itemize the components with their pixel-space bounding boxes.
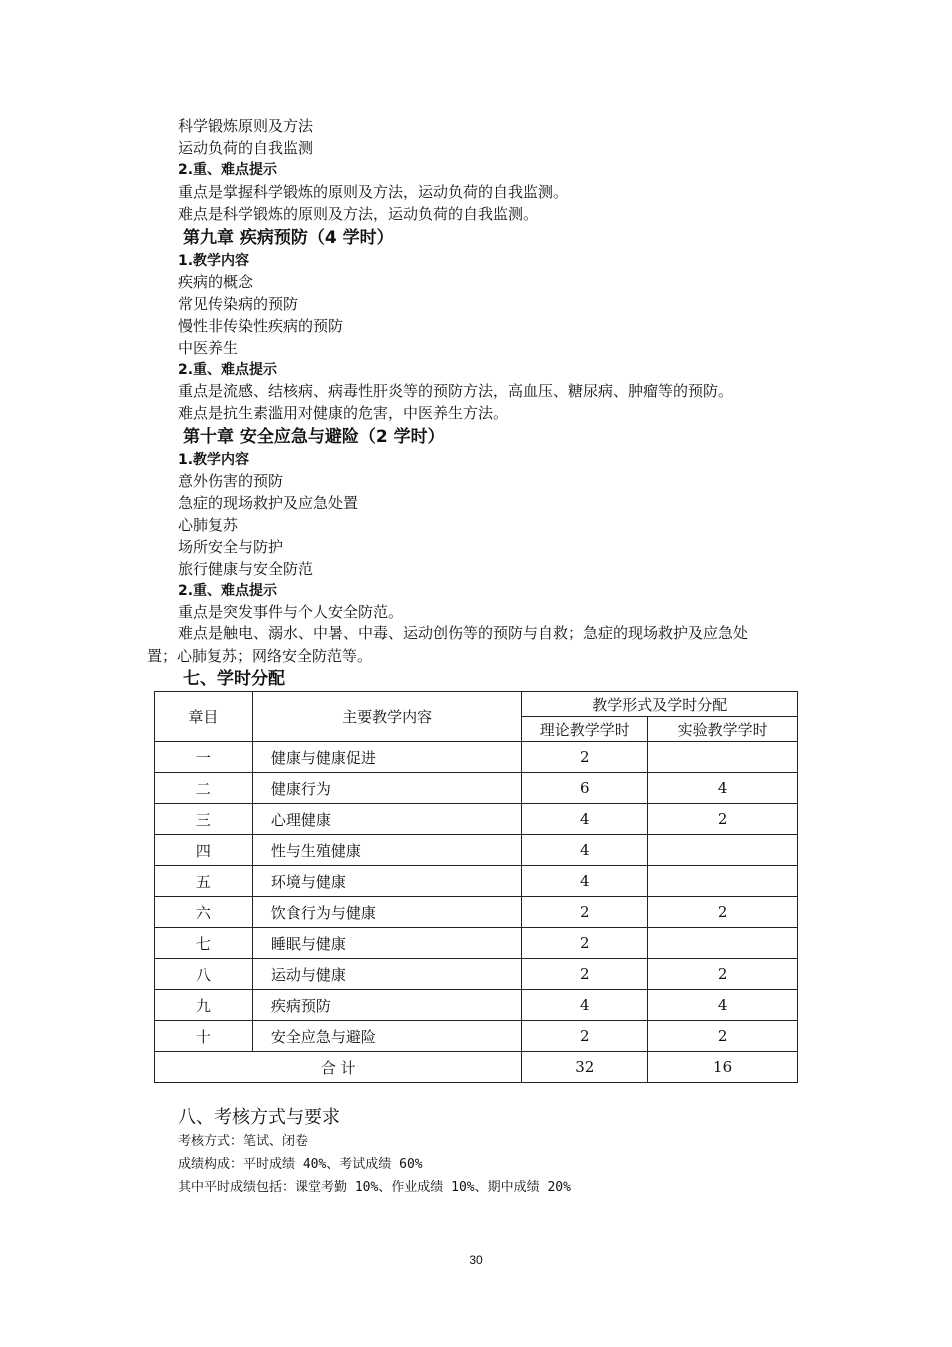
cell-chapter: 五 bbox=[155, 866, 253, 897]
section-title: 七、学时分配 bbox=[183, 669, 285, 689]
key-point: 重点是突发事件与个人安全防范。 bbox=[178, 603, 404, 621]
exam-line: 其中平时成绩包括：课堂考勤 10%、作业成绩 10%、期中成绩 20% bbox=[178, 1180, 571, 1195]
key-point: 难点是抗生素滥用对健康的危害，中医养生方法。 bbox=[178, 404, 509, 422]
cell-lab: 4 bbox=[648, 990, 798, 1021]
cell-theory: 6 bbox=[522, 773, 648, 804]
exam-line: 成绩构成：平时成绩 40%、考试成绩 60% bbox=[178, 1157, 423, 1172]
cell-chapter: 三 bbox=[155, 804, 253, 835]
table-row bbox=[155, 897, 798, 928]
key-point: 难点是科学锻炼的原则及方法，运动负荷的自我监测。 bbox=[178, 205, 539, 223]
cell-content: 性与生殖健康 bbox=[252, 835, 522, 866]
cell-chapter: 十 bbox=[155, 1021, 253, 1052]
cell-theory: 2 bbox=[522, 959, 648, 990]
content-item: 中医养生 bbox=[178, 339, 239, 357]
cell-content: 睡眠与健康 bbox=[252, 928, 522, 959]
total-lab: 16 bbox=[648, 1052, 798, 1083]
key-point-continuation: 置；心肺复苏；网络安全防范等。 bbox=[147, 647, 373, 665]
cell-chapter: 一 bbox=[155, 742, 253, 773]
cell-content: 环境与健康 bbox=[252, 866, 522, 897]
cell-lab: 4 bbox=[648, 773, 798, 804]
key-point: 难点是触电、溺水、中暑、中毒、运动创伤等的预防与自救；急症的现场救护及应急处 bbox=[178, 624, 749, 642]
content-item: 意外伤害的预防 bbox=[178, 472, 284, 490]
cell-content: 疾病预防 bbox=[252, 990, 522, 1021]
table-row bbox=[155, 1021, 798, 1052]
cell-content: 心理健康 bbox=[252, 804, 522, 835]
content-item: 疾病的概念 bbox=[178, 273, 254, 291]
cell-content: 健康与健康促进 bbox=[252, 742, 522, 773]
cell-chapter: 九 bbox=[155, 990, 253, 1021]
table-row bbox=[155, 928, 798, 959]
total-row bbox=[155, 1052, 798, 1083]
content-item: 运动负荷的自我监测 bbox=[178, 139, 314, 157]
chapter-title: 第十章 安全应急与避险（2 学时） bbox=[183, 427, 445, 447]
chapter-title: 第九章 疾病预防（4 学时） bbox=[183, 228, 394, 248]
subheading: 2.重、难点提示 bbox=[178, 362, 278, 378]
table-row bbox=[155, 959, 798, 990]
cell-chapter: 八 bbox=[155, 959, 253, 990]
header-lab: 实验教学学时 bbox=[648, 717, 798, 742]
header-theory: 理论教学学时 bbox=[522, 717, 648, 742]
subheading: 2.重、难点提示 bbox=[178, 162, 278, 178]
table-row bbox=[155, 773, 798, 804]
cell-content: 饮食行为与健康 bbox=[252, 897, 522, 928]
cell-lab: 2 bbox=[648, 804, 798, 835]
cell-content: 健康行为 bbox=[252, 773, 522, 804]
key-point: 重点是掌握科学锻炼的原则及方法，运动负荷的自我监测。 bbox=[178, 183, 569, 201]
cell-theory: 4 bbox=[522, 835, 648, 866]
cell-theory: 4 bbox=[522, 804, 648, 835]
header-chapter: 章目 bbox=[155, 692, 253, 742]
total-label: 合 计 bbox=[155, 1052, 522, 1083]
hours-allocation-table bbox=[154, 691, 798, 1083]
cell-chapter: 六 bbox=[155, 897, 253, 928]
table-row bbox=[155, 990, 798, 1021]
cell-lab: 2 bbox=[648, 897, 798, 928]
table-row bbox=[155, 866, 798, 897]
cell-theory: 2 bbox=[522, 928, 648, 959]
header-form: 教学形式及学时分配 bbox=[522, 692, 798, 717]
cell-theory: 4 bbox=[522, 866, 648, 897]
subheading: 2.重、难点提示 bbox=[178, 583, 278, 599]
table-row bbox=[155, 835, 798, 866]
content-item: 常见传染病的预防 bbox=[178, 295, 299, 313]
cell-theory: 2 bbox=[522, 1021, 648, 1052]
table-row bbox=[155, 742, 798, 773]
content-item: 慢性非传染性疾病的预防 bbox=[178, 317, 344, 335]
content-item: 科学锻炼原则及方法 bbox=[178, 117, 314, 135]
content-item: 旅行健康与安全防范 bbox=[178, 560, 314, 578]
subheading: 1.教学内容 bbox=[178, 253, 250, 269]
key-point: 重点是流感、结核病、病毒性肝炎等的预防方法，高血压、糖尿病、肿瘤等的预防。 bbox=[178, 382, 734, 400]
cell-chapter: 二 bbox=[155, 773, 253, 804]
exam-line: 考核方式：笔试、闭卷 bbox=[178, 1134, 309, 1149]
cell-lab bbox=[648, 866, 798, 897]
cell-theory: 2 bbox=[522, 742, 648, 773]
cell-content: 运动与健康 bbox=[252, 959, 522, 990]
cell-lab bbox=[648, 742, 798, 773]
content-item: 场所安全与防护 bbox=[178, 538, 284, 556]
content-item: 急症的现场救护及应急处置 bbox=[178, 494, 359, 512]
cell-lab bbox=[648, 928, 798, 959]
cell-lab bbox=[648, 835, 798, 866]
cell-chapter: 四 bbox=[155, 835, 253, 866]
subheading: 1.教学内容 bbox=[178, 452, 250, 468]
cell-chapter: 七 bbox=[155, 928, 253, 959]
page-number: 30 bbox=[469, 1253, 483, 1267]
header-content: 主要教学内容 bbox=[252, 692, 522, 742]
cell-content: 安全应急与避险 bbox=[252, 1021, 522, 1052]
total-theory: 32 bbox=[522, 1052, 648, 1083]
cell-theory: 4 bbox=[522, 990, 648, 1021]
cell-theory: 2 bbox=[522, 897, 648, 928]
cell-lab: 2 bbox=[648, 959, 798, 990]
content-item: 心肺复苏 bbox=[178, 516, 239, 534]
table-row bbox=[155, 804, 798, 835]
cell-lab: 2 bbox=[648, 1021, 798, 1052]
section-title: 八、考核方式与要求 bbox=[178, 1107, 340, 1128]
